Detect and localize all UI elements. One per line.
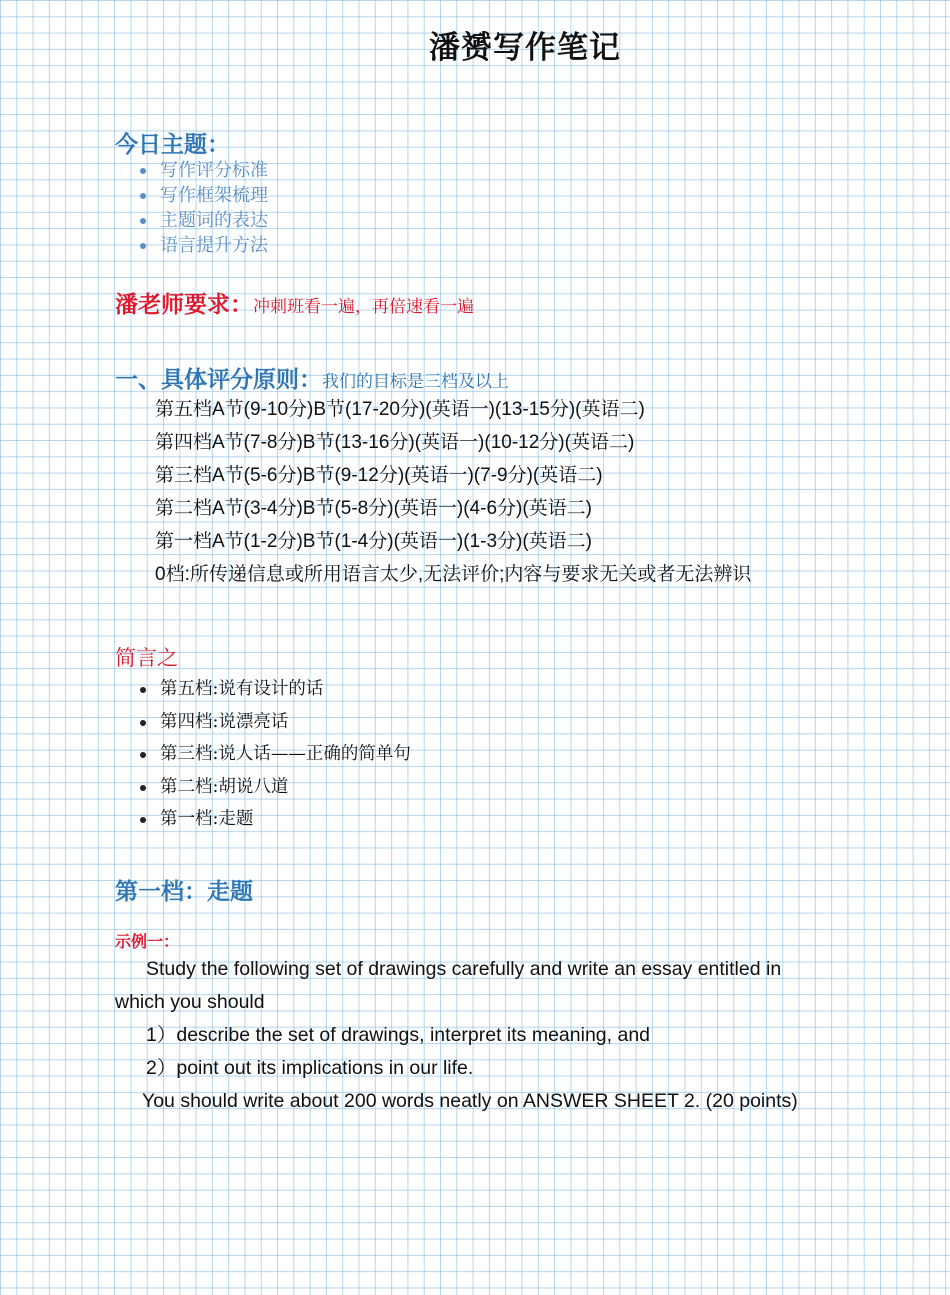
- grade-row: 第五档A节(9-10分)B节(17-20分)(英语一)(13-15分)(英语二): [155, 399, 645, 420]
- summary-list: [137, 676, 411, 839]
- requirement-text: 冲刺班看一遍，再倍速看一遍: [253, 297, 474, 317]
- list-item: 第四档:说漂亮话: [137, 709, 411, 742]
- grade-row: 第一档A节(1-2分)B节(1-4分)(英语一)(1-3分)(英语二): [155, 531, 593, 552]
- list-item: 第三档:说人话——正确的简单句: [137, 741, 411, 774]
- list-item: 第一档:走题: [137, 806, 411, 839]
- scoring-note: 我们的目标是三档及以上: [322, 372, 509, 392]
- page-title: 潘赟写作笔记: [429, 30, 621, 66]
- grade-row: 第二档A节(3-4分)B节(5-8分)(英语一)(4-6分)(英语二): [155, 498, 593, 519]
- list-item: 写作框架梳理: [137, 183, 268, 208]
- prompt-line: 1）describe the set of drawings, interpret its meaning, and: [146, 1024, 651, 1046]
- grade-row: 第四档A节(7-8分)B节(13-16分)(英语一)(10-12分)(英语二): [155, 432, 635, 453]
- first-grade-heading: 第一档：走题: [115, 878, 253, 905]
- today-topics-list: [137, 158, 268, 258]
- summary-heading: 简言之: [115, 646, 178, 670]
- list-item: 第二档:胡说八道: [137, 774, 411, 807]
- scoring-heading: 一、具体评分原则：: [115, 366, 322, 393]
- teacher-requirement: [115, 286, 474, 319]
- grade-row: 0档:所传递信息或所用语言太少,无法评价;内容与要求无关或者无法辨识: [155, 564, 752, 585]
- requirement-heading: 潘老师要求：: [115, 291, 253, 318]
- list-item: 写作评分标准: [137, 158, 268, 183]
- list-item: 第五档:说有设计的话: [137, 676, 411, 709]
- list-item: 主题词的表达: [137, 208, 268, 233]
- list-item: 语言提升方法: [137, 233, 268, 258]
- essay-prompt: [115, 954, 855, 1119]
- prompt-line: Study the following set of drawings carefully and write an essay entitled in: [146, 958, 782, 980]
- example-label: 示例一：: [115, 932, 180, 951]
- scoring-principles: [115, 361, 509, 394]
- grade-row: 第三档A节(5-6分)B节(9-12分)(英语一)(7-9分)(英语二): [155, 465, 603, 486]
- today-topics-heading: 今日主题：: [115, 131, 230, 158]
- prompt-line: 2）point out its implications in our life.: [146, 1057, 474, 1079]
- prompt-line: You should write about 200 words neatly on ANSWER SHEET 2. (20 points): [142, 1090, 798, 1112]
- prompt-line: which you should: [115, 991, 265, 1013]
- grade-list: [155, 397, 751, 595]
